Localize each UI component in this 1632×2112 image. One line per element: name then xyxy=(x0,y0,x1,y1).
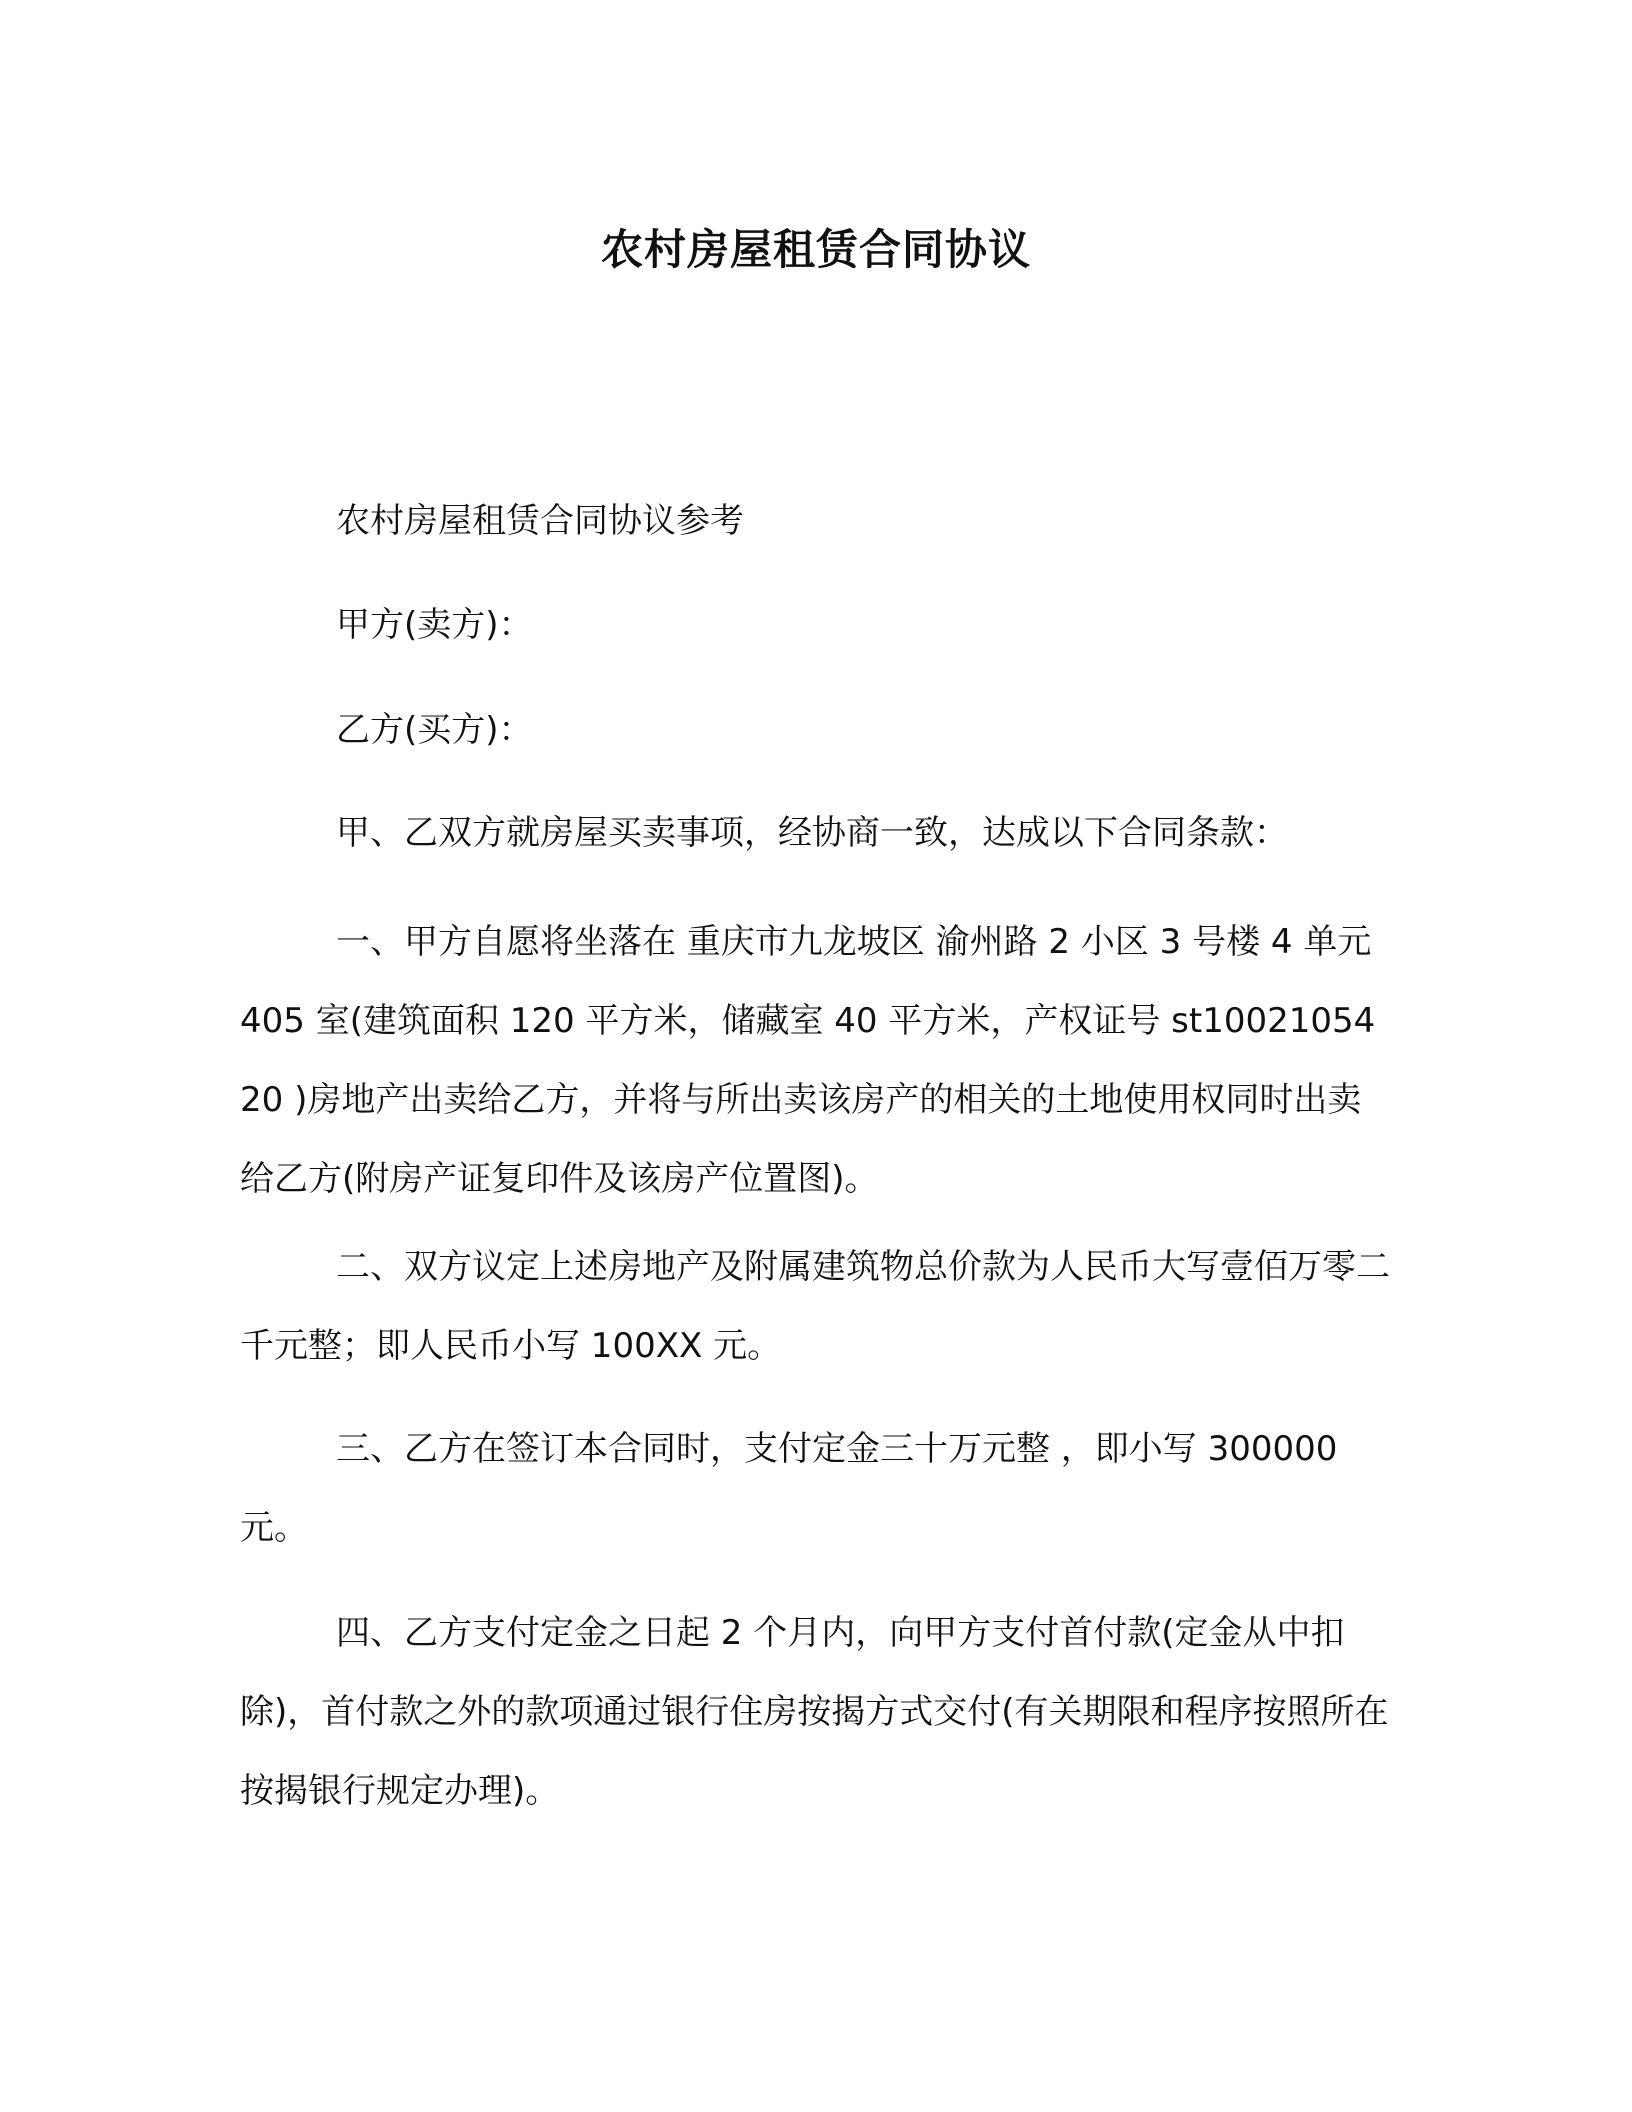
party-b-label: 乙方(买方)： xyxy=(336,710,533,750)
document-title: 农村房屋租赁合同协议 xyxy=(600,225,1031,274)
clause-paragraph: 四、乙方支付定金之日起 2 个月内，向甲方支付首付款(定金从中扣除)，首付款之外的款项通过银行住房按揭方式交付(有关期限和程序按照所在按揭银行规定办理)。 xyxy=(240,1613,1389,1811)
party-a-label: 甲方(卖方)： xyxy=(336,605,533,645)
clause-paragraph: 三、乙方在签订本合同时，支付定金三十万元整 ，即小写 300000 元。 xyxy=(240,1429,1338,1548)
intro-paragraph: 甲、乙双方就房屋买卖事项，经协商一致，达成以下合同条款： xyxy=(336,813,1288,853)
clause-paragraph: 二、双方议定上述房地产及附属建筑物总价款为人民币大写壹佰万零二千元整；即人民币小写 100XX 元。 xyxy=(240,1247,1390,1366)
document-subtitle: 农村房屋租赁合同协议参考 xyxy=(336,501,744,541)
clause-paragraph: 一、甲方自愿将坐落在 重庆市九龙坡区 渝州路 2 小区 3 号楼 4 单元 405 室(建筑面积 120 平方米，储藏室 40 平方米，产权证号 st1002105420 )房地产出卖给乙方，并将与所出卖该房产的相关的土地使用权同时出卖给乙方(附房产证复印件及该房产位置图)。 xyxy=(240,922,1376,1199)
